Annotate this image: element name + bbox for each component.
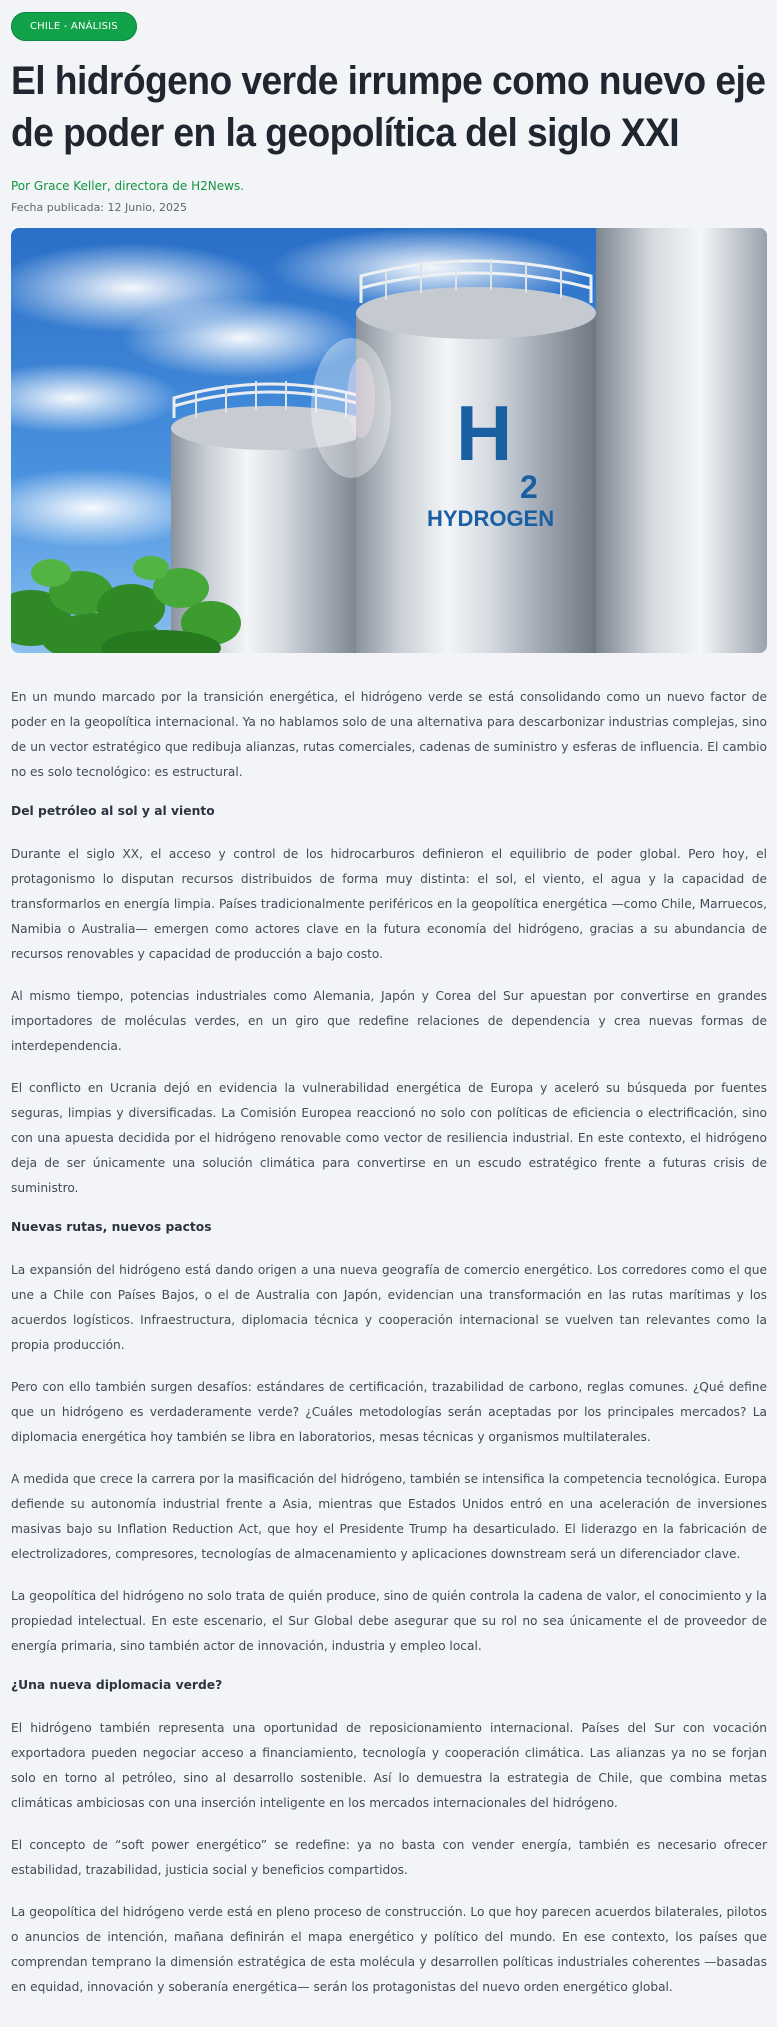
tank-h-label: H	[456, 389, 513, 477]
section-heading: ¿Una nueva diplomacia verde?	[11, 1678, 223, 1692]
paragraph: El hidrógeno también representa una oportunidad de reposicionamiento internacional. Países del Sur con vocación exportadora pueden negociar acceso a financiamiento, tecnología y cooperación climática. Las alianzas ya no se forjan solo en torno al petróleo, sino al desarrollo sostenible. Así lo demuestra la estrategia de Chile, que combina metas climáticas ambiciosas con una inserción inteligente en los mercados internacionales del hidrógeno.	[11, 1721, 767, 1810]
section-heading: Del petróleo al sol y al viento	[11, 804, 215, 818]
category-badge[interactable]: CHILE - ANÁLISIS	[11, 12, 137, 41]
paragraph: El concepto de “soft power energético” se redefine: ya no basta con vender energía, también es necesario ofrecer estabilidad, trazabilidad, justicia social y beneficios compartidos.	[11, 1838, 767, 1877]
publish-date: Fecha publicada: 12 Junio, 2025	[11, 201, 187, 214]
section-heading: Nuevas rutas, nuevos pactos	[11, 1220, 212, 1234]
paragraph: En un mundo marcado por la transición energética, el hidrógeno verde se está consolidando como un nuevo factor de poder en la geopolítica internacional. Ya no hablamos solo de una alternativa para descarbonizar industrias complejas, sino de un vector estratégico que redibuja alianzas, rutas comerciales, cadenas de suministro y esferas de influencia. El cambio no es solo tecnológico: es estructural.	[11, 690, 767, 779]
article-title: El hidrógeno verde irrumpe como nuevo eje de poder en la geopolítica del siglo XXI	[11, 59, 766, 155]
paragraph: El conflicto en Ucrania dejó en evidencia la vulnerabilidad energética de Europa y aceleró su búsqueda por fuentes seguras, limpias y diversificadas. La Comisión Europea reaccionó no solo con políticas de eficiencia o electrificación, sino con una apuesta decidida por el hidrógeno renovable como vector de resiliencia industrial. En este contexto, el hidrógeno deja de ser únicamente una solución climática para convertirse en un escudo estratégico frente a futuras crisis de suministro.	[11, 1081, 767, 1195]
paragraph: La geopolítica del hidrógeno verde está en pleno proceso de construcción. Lo que hoy parecen acuerdos bilaterales, pilotos o anuncios de intención, mañana definirán el mapa energético y político del mundo. En ese contexto, los países que comprendan temprano la dimensión estratégica de esta molécula y desarrollen políticas industriales coherentes —basadas en equidad, innovación y soberanía energética— serán los protagonistas del nuevo orden energético global.	[11, 1905, 767, 1994]
paragraph: La geopolítica del hidrógeno no solo trata de quién produce, sino de quién controla la cadena de valor, el conocimiento y la propiedad intelectual. En este escenario, el Sur Global debe asegurar que su rol no sea únicamente el de proveedor de energía primaria, sino también actor de innovación, industria y empleo local.	[11, 1589, 767, 1653]
paragraph: Durante el siglo XX, el acceso y control de los hidrocarburos definieron el equilibrio de poder global. Pero hoy, el protagonismo lo disputan recursos distribuidos de forma muy distinta: el sol, el viento, el agua y la capacidad de transformarlos en energía limpia. Países tradicionalmente periféricos en la geopolítica energética —como Chile, Marruecos, Namibia o Australia— emergen como actores clave en la futura economía del hidrógeno, gracias a su abundancia de recursos renovables y capacidad de producción a bajo costo.	[11, 847, 767, 961]
author-line[interactable]: Por Grace Keller, directora de H2News.	[11, 179, 245, 193]
article-page	[11, 12, 767, 2017]
hero-image	[11, 228, 767, 653]
article-body	[11, 685, 767, 2000]
tank-hydrogen-label: HYDROGEN	[427, 506, 555, 531]
tank-subscript-label: 2	[520, 469, 538, 505]
hydrogen-tanks-illustration	[11, 228, 767, 653]
paragraph: Pero con ello también surgen desafíos: estándares de certificación, trazabilidad de carbono, reglas comunes. ¿Qué define que un hidrógeno es verdaderamente verde? ¿Cuáles metodologías serán aceptadas por los principales mercados? La diplomacia energética hoy también se libra en laboratorios, mesas técnicas y organismos multilaterales.	[11, 1380, 767, 1444]
paragraph: La expansión del hidrógeno está dando origen a una nueva geografía de comercio energético. Los corredores como el que une a Chile con Países Bajos, o el de Australia con Japón, evidencian una transformación en las rutas marítimas y los acuerdos logísticos. Infraestructura, diplomacia técnica y cooperación internacional se vuelven tan relevantes como la propia producción.	[11, 1263, 767, 1352]
paragraph: Al mismo tiempo, potencias industriales como Alemania, Japón y Corea del Sur apuestan por convertirse en grandes importadores de moléculas verdes, en un giro que redefine relaciones de dependencia y crea nuevas formas de interdependencia.	[11, 989, 767, 1053]
paragraph: A medida que crece la carrera por la masificación del hidrógeno, también se intensifica la competencia tecnológica. Europa defiende su autonomía industrial frente a Asia, mientras que Estados Unidos entró en una aceleración de inversiones masivas bajo su Inflation Reduction Act, que hoy el Presidente Trump ha desarticulado. El liderazgo en la fabricación de electrolizadores, compresores, tecnologías de almacenamiento y aplicaciones downstream será un diferenciador clave.	[11, 1472, 767, 1561]
